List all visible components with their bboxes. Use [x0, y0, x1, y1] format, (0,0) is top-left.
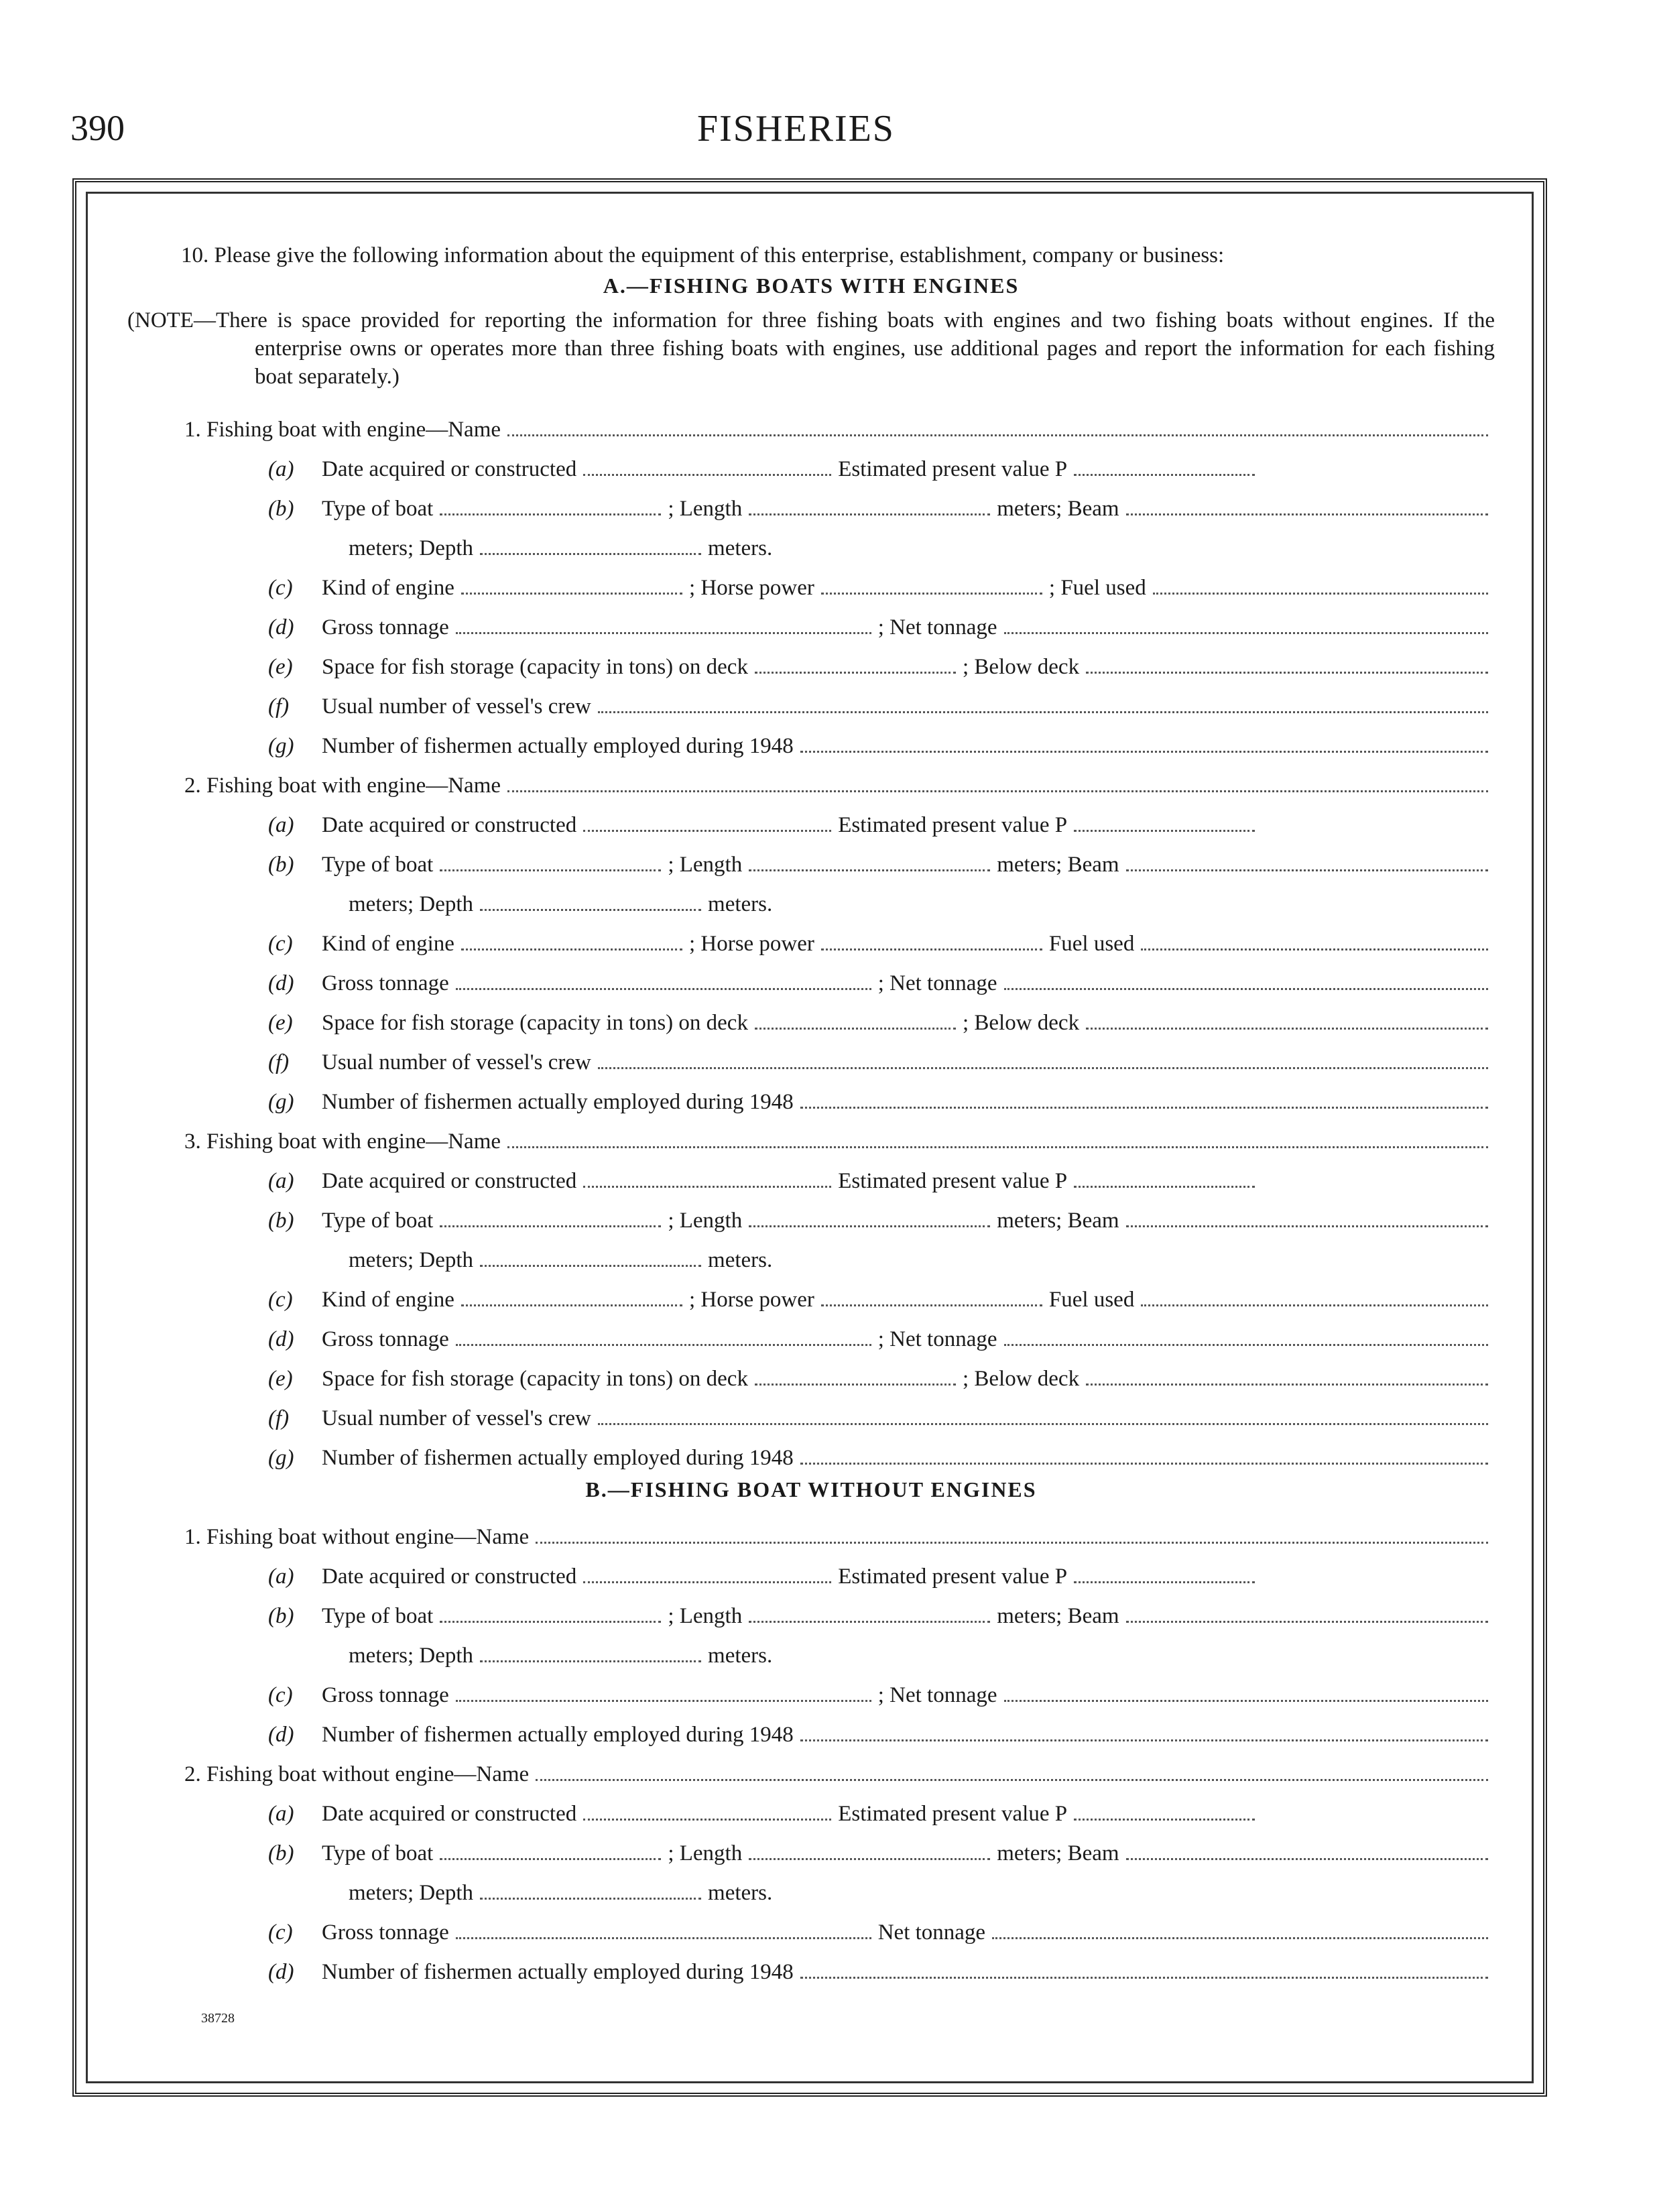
below-deck-field[interactable]: [1086, 1384, 1488, 1386]
depth-field[interactable]: [480, 1898, 701, 1900]
form-row: [127, 1866, 1495, 1906]
form-row: [127, 798, 1495, 838]
type-of-boat-label: Type of boat: [322, 1209, 434, 1233]
form-row: [127, 1906, 1495, 1945]
form-row: [127, 1392, 1495, 1431]
horse-power-field[interactable]: [821, 593, 1042, 595]
fishermen-label: Number of fishermen actually employed during 1948: [322, 1446, 794, 1470]
boat-block: [127, 1115, 1495, 1471]
net-tonnage-field[interactable]: [992, 1937, 1488, 1939]
date-acquired-field[interactable]: [583, 830, 831, 832]
form-row: [127, 1589, 1495, 1629]
boat-name-label: 2. Fishing boat without engine—Name: [184, 1762, 530, 1786]
item-letter: (c): [268, 1288, 293, 1312]
crew-field[interactable]: [598, 711, 1488, 713]
beam-label: meters; Beam: [997, 1604, 1119, 1628]
fuel-used-label: Fuel used: [1048, 932, 1135, 956]
present-value-label: Estimated present value P: [838, 457, 1068, 481]
form-row: [127, 1431, 1495, 1471]
gross-tonnage-field[interactable]: [456, 1700, 871, 1702]
form-content: [127, 241, 1495, 1985]
crew-field[interactable]: [598, 1067, 1488, 1069]
fuel-used-label: ; Fuel used: [1048, 576, 1146, 600]
item-letter: (c): [268, 1683, 293, 1707]
form-row: [127, 442, 1495, 482]
item-letter: (b): [268, 1209, 294, 1233]
item-letter: (b): [268, 1841, 294, 1865]
boat-name-field[interactable]: [507, 790, 1488, 792]
fuel-used-field[interactable]: [1141, 948, 1488, 950]
gross-tonnage-field[interactable]: [456, 1937, 871, 1939]
item-letter: (g): [268, 1446, 294, 1470]
length-label: ; Length: [668, 497, 743, 521]
form-row: [127, 1550, 1495, 1589]
crew-label: Usual number of vessel's crew: [322, 1406, 591, 1430]
item-letter: (d): [268, 1723, 294, 1747]
length-field[interactable]: [749, 869, 990, 871]
form-row: [127, 1194, 1495, 1233]
print-code: 38728: [201, 2011, 235, 2026]
beam-label: meters; Beam: [997, 853, 1119, 877]
item-letter: (d): [268, 615, 294, 639]
net-tonnage-field[interactable]: [1004, 988, 1489, 990]
form-row: [127, 1233, 1495, 1273]
kind-of-engine-field[interactable]: [461, 1304, 682, 1306]
fuel-used-field[interactable]: [1153, 593, 1488, 595]
fish-storage-deck-field[interactable]: [755, 672, 956, 674]
gross-tonnage-label: Gross tonnage: [322, 1683, 449, 1707]
fishermen-field[interactable]: [800, 1977, 1488, 1979]
fishermen-label: Number of fishermen actually employed during 1948: [322, 1723, 794, 1747]
depth-label: meters; Depth: [349, 536, 474, 560]
net-tonnage-field[interactable]: [1004, 1344, 1489, 1346]
boat-name-field[interactable]: [507, 434, 1488, 436]
date-acquired-label: Date acquired or constructed: [322, 457, 577, 481]
present-value-label: Estimated present value P: [838, 1169, 1068, 1193]
form-row: [127, 1747, 1495, 1787]
below-deck-label: ; Below deck: [962, 655, 1080, 679]
length-field[interactable]: [749, 1225, 990, 1227]
horse-power-label: ; Horse power: [688, 1288, 814, 1312]
fish-storage-label: Space for fish storage (capacity in tons) on deck: [322, 1011, 748, 1035]
horse-power-field[interactable]: [821, 948, 1042, 950]
fuel-used-field[interactable]: [1141, 1304, 1488, 1306]
fishermen-label: Number of fishermen actually employed during 1948: [322, 1960, 794, 1984]
gross-tonnage-label: Gross tonnage: [322, 1920, 449, 1945]
kind-of-engine-label: Kind of engine: [322, 1288, 454, 1312]
form-row: [127, 759, 1495, 798]
boat-block: [127, 403, 1495, 759]
fishermen-field[interactable]: [800, 1463, 1488, 1465]
horse-power-field[interactable]: [821, 1304, 1042, 1306]
type-of-boat-field[interactable]: [440, 869, 661, 871]
date-acquired-field[interactable]: [583, 1819, 831, 1821]
below-deck-field[interactable]: [1086, 672, 1488, 674]
length-label: ; Length: [668, 1841, 743, 1865]
present-value-field[interactable]: [1074, 1819, 1255, 1821]
boat-name-field[interactable]: [536, 1542, 1488, 1544]
present-value-field[interactable]: [1074, 474, 1255, 476]
depth-label: meters; Depth: [349, 1881, 474, 1905]
item-letter: (b): [268, 853, 294, 877]
form-row: [127, 561, 1495, 601]
question-intro: 10. Please give the following information about the equipment of this enterprise, establishment, company or business:: [181, 243, 1225, 267]
item-letter: (a): [268, 1169, 294, 1193]
present-value-label: Estimated present value P: [838, 813, 1068, 837]
gross-tonnage-label: Gross tonnage: [322, 615, 449, 639]
depth-field[interactable]: [480, 909, 701, 911]
fuel-used-label: Fuel used: [1048, 1288, 1135, 1312]
item-letter: (c): [268, 576, 293, 600]
date-acquired-field[interactable]: [583, 1581, 831, 1583]
net-tonnage-label: ; Net tonnage: [877, 971, 997, 995]
item-letter: (e): [268, 1011, 293, 1035]
net-tonnage-label: ; Net tonnage: [877, 1327, 997, 1351]
form-row: [127, 1154, 1495, 1194]
form-row: [127, 1036, 1495, 1075]
fishermen-label: Number of fishermen actually employed during 1948: [322, 1090, 794, 1114]
beam-field[interactable]: [1126, 1621, 1488, 1623]
item-letter: (a): [268, 1564, 294, 1589]
date-acquired-label: Date acquired or constructed: [322, 813, 577, 837]
form-row: [127, 521, 1495, 561]
form-row: [127, 1708, 1495, 1747]
type-of-boat-field[interactable]: [440, 513, 661, 515]
item-letter: (g): [268, 734, 294, 758]
present-value-label: Estimated present value P: [838, 1802, 1068, 1826]
meters-label: meters.: [708, 1248, 773, 1272]
net-tonnage-field[interactable]: [1004, 632, 1489, 634]
meters-label: meters.: [708, 892, 773, 916]
boat-name-field[interactable]: [507, 1146, 1488, 1148]
item-letter: (g): [268, 1090, 294, 1114]
depth-field[interactable]: [480, 553, 701, 555]
beam-field[interactable]: [1126, 1225, 1488, 1227]
kind-of-engine-field[interactable]: [461, 593, 682, 595]
item-letter: (b): [268, 1604, 294, 1628]
item-letter: (b): [268, 497, 294, 521]
length-label: ; Length: [668, 1209, 743, 1233]
type-of-boat-field[interactable]: [440, 1621, 661, 1623]
form-row: [127, 1312, 1495, 1352]
beam-field[interactable]: [1126, 1858, 1488, 1860]
meters-label: meters.: [708, 1644, 773, 1668]
beam-label: meters; Beam: [997, 1841, 1119, 1865]
form-row: [127, 1115, 1495, 1154]
type-of-boat-label: Type of boat: [322, 1604, 434, 1628]
form-row: [127, 1945, 1495, 1985]
form-row: [127, 1352, 1495, 1392]
section-b-heading: B.—FISHING BOAT WITHOUT ENGINES: [585, 1477, 1037, 1501]
form-row: [127, 403, 1495, 442]
fishermen-label: Number of fishermen actually employed during 1948: [322, 734, 794, 758]
depth-field[interactable]: [480, 1265, 701, 1267]
beam-label: meters; Beam: [997, 1209, 1119, 1233]
fish-storage-deck-field[interactable]: [755, 1028, 956, 1030]
present-value-label: Estimated present value P: [838, 1564, 1068, 1589]
length-field[interactable]: [749, 1858, 990, 1860]
fish-storage-label: Space for fish storage (capacity in tons) on deck: [322, 1367, 748, 1391]
horse-power-label: ; Horse power: [688, 576, 814, 600]
date-acquired-field[interactable]: [583, 1186, 831, 1188]
form-row: [127, 996, 1495, 1036]
below-deck-label: ; Below deck: [962, 1367, 1080, 1391]
page-header: [0, 0, 1655, 168]
meters-label: meters.: [708, 536, 773, 560]
item-letter: (a): [268, 813, 294, 837]
type-of-boat-label: Type of boat: [322, 497, 434, 521]
below-deck-field[interactable]: [1086, 1028, 1488, 1030]
gross-tonnage-label: Gross tonnage: [322, 1327, 449, 1351]
item-letter: (d): [268, 1327, 294, 1351]
crew-label: Usual number of vessel's crew: [322, 694, 591, 719]
form-row: [127, 1668, 1495, 1708]
item-letter: (a): [268, 457, 294, 481]
boat-block: [127, 759, 1495, 1115]
item-letter: (e): [268, 655, 293, 679]
net-tonnage-field[interactable]: [1004, 1700, 1489, 1702]
form-row: [127, 640, 1495, 680]
boat-name-label: 2. Fishing boat with engine—Name: [184, 774, 501, 798]
section-a-note: (NOTE—There is space provided for reporting the information for three fishing boats with engines and two fishing boats without engines. If the enterprise owns or operates more than three fishing boats with engines, use additional pages and report the information for each fishing boat separately.): [127, 308, 1495, 389]
type-of-boat-label: Type of boat: [322, 1841, 434, 1865]
form-row: [127, 601, 1495, 640]
fish-storage-label: Space for fish storage (capacity in tons) on deck: [322, 655, 748, 679]
below-deck-label: ; Below deck: [962, 1011, 1080, 1035]
type-of-boat-field[interactable]: [440, 1225, 661, 1227]
gross-tonnage-field[interactable]: [456, 1344, 871, 1346]
depth-label: meters; Depth: [349, 892, 474, 916]
crew-label: Usual number of vessel's crew: [322, 1050, 591, 1074]
depth-field[interactable]: [480, 1660, 701, 1662]
kind-of-engine-field[interactable]: [461, 948, 682, 950]
form-row: [127, 1629, 1495, 1668]
crew-field[interactable]: [598, 1423, 1488, 1425]
net-tonnage-label: ; Net tonnage: [877, 615, 997, 639]
type-of-boat-label: Type of boat: [322, 853, 434, 877]
fishermen-field[interactable]: [800, 751, 1488, 753]
boat-block: [127, 1510, 1495, 1747]
boat-name-label: 1. Fishing boat with engine—Name: [184, 418, 501, 442]
form-row: [127, 1273, 1495, 1312]
gross-tonnage-label: Gross tonnage: [322, 971, 449, 995]
date-acquired-label: Date acquired or constructed: [322, 1169, 577, 1193]
item-letter: (d): [268, 971, 294, 995]
fish-storage-deck-field[interactable]: [755, 1384, 956, 1386]
form-row: [127, 680, 1495, 719]
depth-label: meters; Depth: [349, 1644, 474, 1668]
net-tonnage-label: ; Net tonnage: [877, 1683, 997, 1707]
length-label: ; Length: [668, 1604, 743, 1628]
kind-of-engine-label: Kind of engine: [322, 576, 454, 600]
item-letter: (f): [268, 694, 290, 719]
net-tonnage-label: Net tonnage: [877, 1920, 986, 1945]
depth-label: meters; Depth: [349, 1248, 474, 1272]
page-number: 390: [70, 108, 125, 148]
beam-field[interactable]: [1126, 869, 1488, 871]
boat-name-label: 1. Fishing boat without engine—Name: [184, 1525, 530, 1549]
type-of-boat-field[interactable]: [440, 1858, 661, 1860]
page-title: FISHERIES: [697, 108, 895, 149]
item-letter: (e): [268, 1367, 293, 1391]
present-value-field[interactable]: [1074, 830, 1255, 832]
item-letter: (a): [268, 1802, 294, 1826]
form-row: [127, 1510, 1495, 1550]
length-field[interactable]: [749, 513, 990, 515]
item-letter: (c): [268, 932, 293, 956]
date-acquired-label: Date acquired or constructed: [322, 1564, 577, 1589]
fishermen-field[interactable]: [800, 1739, 1488, 1741]
item-letter: (d): [268, 1960, 294, 1984]
present-value-field[interactable]: [1074, 1581, 1255, 1583]
kind-of-engine-label: Kind of engine: [322, 932, 454, 956]
gross-tonnage-field[interactable]: [456, 632, 871, 634]
form-row: [127, 877, 1495, 917]
form-row: [127, 482, 1495, 521]
present-value-field[interactable]: [1074, 1186, 1255, 1188]
form-row: [127, 838, 1495, 877]
form-row: [127, 719, 1495, 759]
meters-label: meters.: [708, 1881, 773, 1905]
beam-label: meters; Beam: [997, 497, 1119, 521]
gross-tonnage-field[interactable]: [456, 988, 871, 990]
item-letter: (f): [268, 1406, 290, 1430]
fishermen-field[interactable]: [800, 1107, 1488, 1109]
item-letter: (c): [268, 1920, 293, 1945]
date-acquired-field[interactable]: [583, 474, 831, 476]
horse-power-label: ; Horse power: [688, 932, 814, 956]
boat-name-field[interactable]: [536, 1779, 1488, 1781]
form-row: [127, 957, 1495, 996]
form-row: [127, 1075, 1495, 1115]
form-row: [127, 1827, 1495, 1866]
boat-name-label: 3. Fishing boat with engine—Name: [184, 1129, 501, 1154]
section-a-heading: A.—FISHING BOATS WITH ENGINES: [603, 273, 1020, 298]
length-label: ; Length: [668, 853, 743, 877]
length-field[interactable]: [749, 1621, 990, 1623]
boat-block: [127, 1747, 1495, 1985]
beam-field[interactable]: [1126, 513, 1488, 515]
form-row: [127, 917, 1495, 957]
form-row: [127, 1787, 1495, 1827]
date-acquired-label: Date acquired or constructed: [322, 1802, 577, 1826]
item-letter: (f): [268, 1050, 290, 1074]
